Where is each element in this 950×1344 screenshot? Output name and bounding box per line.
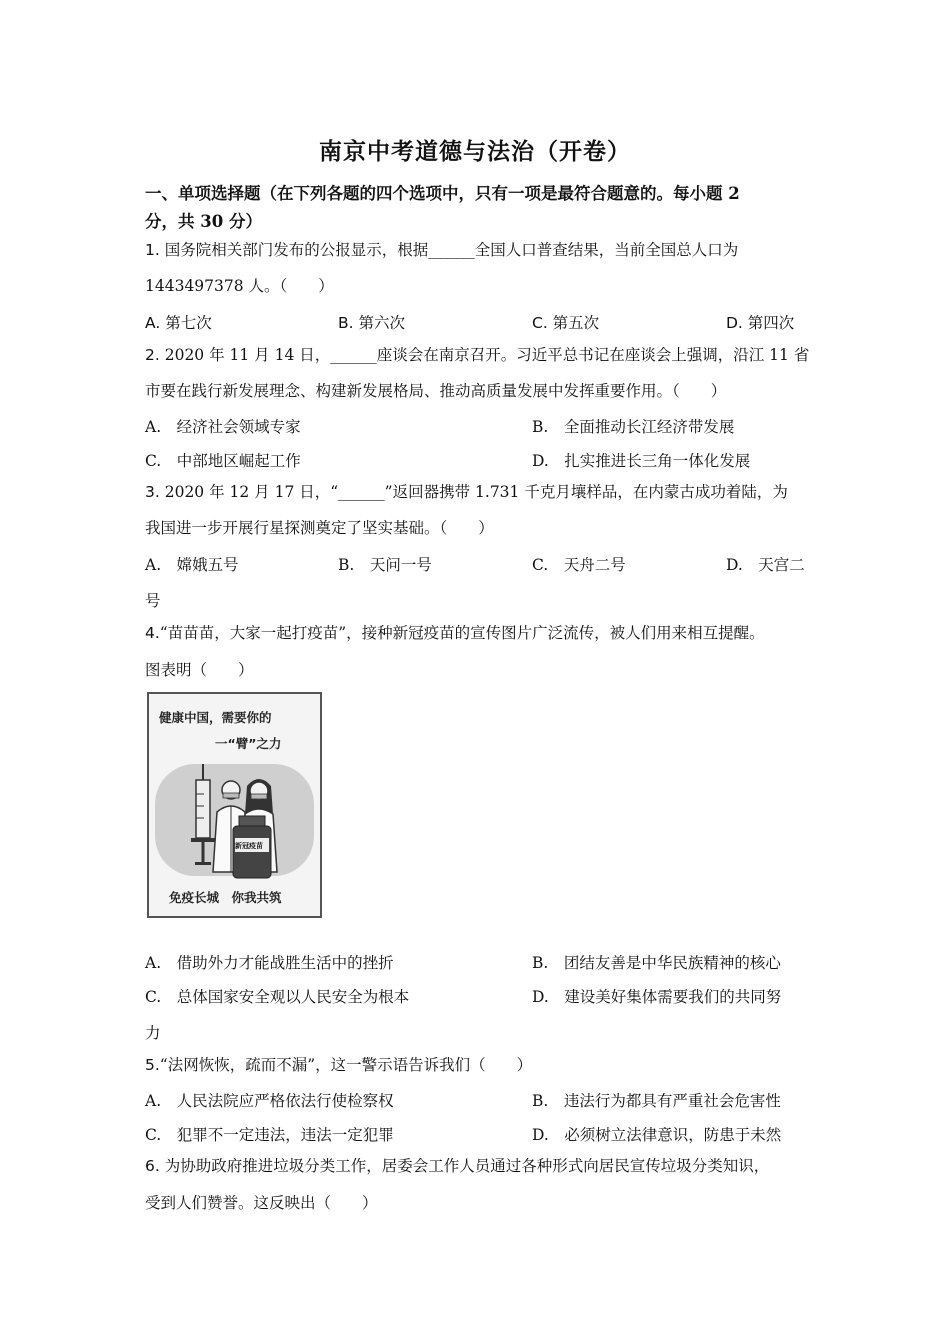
section-heading-line2: 分，共 30 分）: [145, 212, 262, 231]
question-4-number: 4.: [145, 624, 160, 642]
question-3-number: 3.: [145, 483, 160, 501]
question-5-option-d: D. 必须树立法律意识，防患于未然: [532, 1126, 782, 1144]
question-4-stem: [145, 623, 765, 643]
poster-subheadline: 一“臂”之力: [215, 736, 282, 751]
question-3-stem-line2: 我国进一步开展行星探测奠定了坚实基础。（ ）: [145, 519, 494, 537]
question-4-stem-line2: 图表明（ ）: [145, 661, 254, 679]
question-3-option-b: B. 天问一号: [338, 556, 432, 574]
question-6-number: 6.: [145, 1157, 160, 1175]
vaccine-poster-figure: [147, 692, 322, 918]
question-1-stem: [145, 240, 738, 260]
question-2-stem-line2: 市要在践行新发展理念、构建新发展格局、推动高质量发展中发挥重要作用。（ ）: [145, 382, 727, 400]
question-5-option-c: C. 犯罪不一定违法，违法一定犯罪: [145, 1126, 394, 1144]
question-5-stem: [145, 1055, 532, 1075]
question-2-option-d: D. 扎实推进长三角一体化发展: [532, 452, 751, 470]
question-1-option-d: [726, 311, 794, 333]
question-6-stem: [145, 1156, 769, 1176]
question-2-stem: [145, 345, 809, 365]
question-5-text: “法网恢恢，疏而不漏”，这一警示语告诉我们（ ）: [159, 1056, 533, 1074]
question-4-option-a: A. 借助外力才能战胜生活中的挫折: [145, 954, 394, 972]
section-heading-line1: 一、单项选择题（在下列各题的四个选项中，只有一项是最符合题意的。每小题 2: [145, 184, 740, 203]
option-b-text: 第六次: [353, 314, 405, 332]
vaccine-bottle-label: 新冠疫苗: [235, 842, 263, 850]
question-4-text: “苗苗苗，大家一起打疫苗”，接种新冠疫苗的宣传图片广泛流传，被人们用来相互提醒。: [159, 624, 765, 642]
question-1-text: 国务院相关部门发布的公报显示，根据______全国人口普查结果，当前全国总人口为: [159, 241, 739, 259]
question-2-option-b: B. 全面推动长江经济带发展: [532, 418, 735, 436]
option-b-key: B.: [338, 314, 354, 332]
option-c-key: C.: [532, 314, 548, 332]
question-2-option-a: A. 经济社会领域专家: [145, 418, 301, 436]
question-2-option-c: C. 中部地区崛起工作: [145, 452, 301, 470]
question-3-option-c: C. 天舟二号: [532, 556, 626, 574]
question-3-text: 2020 年 12 月 17 日，“______”返回器携带 1.731 千克月壤样品，在内蒙古成功着陆，为: [159, 483, 788, 501]
question-4-option-b: B. 团结友善是中华民族精神的核心: [532, 954, 781, 972]
poster-illustration: [149, 694, 320, 916]
question-5-number: 5.: [145, 1056, 160, 1074]
question-1-option-a: [145, 311, 212, 333]
question-4-option-c: C. 总体国家安全观以人民安全为根本: [145, 988, 410, 1006]
page-title: 南京中考道德与法治（开卷）: [319, 138, 631, 165]
question-1-number: 1.: [145, 241, 160, 259]
question-4-option-d: D. 建设美好集体需要我们的共同努: [532, 988, 782, 1006]
poster-headline: 健康中国，需要你的: [159, 710, 272, 725]
question-3-option-d-wrap: 号: [145, 592, 161, 610]
question-1-stem-line2: 1443497378 人。（ ）: [145, 277, 334, 295]
option-a-key: A.: [145, 314, 161, 332]
question-3-option-a: A. 嫦娥五号: [145, 556, 239, 574]
question-2-number: 2.: [145, 346, 160, 364]
question-3-stem: [145, 482, 788, 502]
question-1-option-b: [338, 311, 405, 333]
question-5-option-b: B. 违法行为都具有严重社会危害性: [532, 1092, 781, 1110]
question-5-option-a: A. 人民法院应严格依法行使检察权: [145, 1092, 394, 1110]
question-3-option-d: D. 天宫二: [726, 556, 805, 574]
poster-slogan: 免疫长城 你我共筑: [169, 890, 282, 905]
question-6-stem-line2: 受到人们赞誉。这反映出（ ）: [145, 1194, 378, 1212]
question-2-text: 2020 年 11 月 14 日，______座谈会在南京召开。习近平总书记在座谈会上强调，沿江 11 省: [159, 346, 810, 364]
option-d-text: 第四次: [742, 314, 795, 332]
option-d-key: D.: [726, 314, 743, 332]
question-4-option-d-wrap: 力: [145, 1024, 161, 1042]
option-c-text: 第五次: [547, 314, 600, 332]
question-1-option-c: [532, 311, 599, 333]
option-a-text: 第七次: [160, 314, 212, 332]
question-6-text: 为协助政府推进垃圾分类工作，居委会工作人员通过各种形式向居民宣传垃圾分类知识，: [159, 1157, 770, 1175]
